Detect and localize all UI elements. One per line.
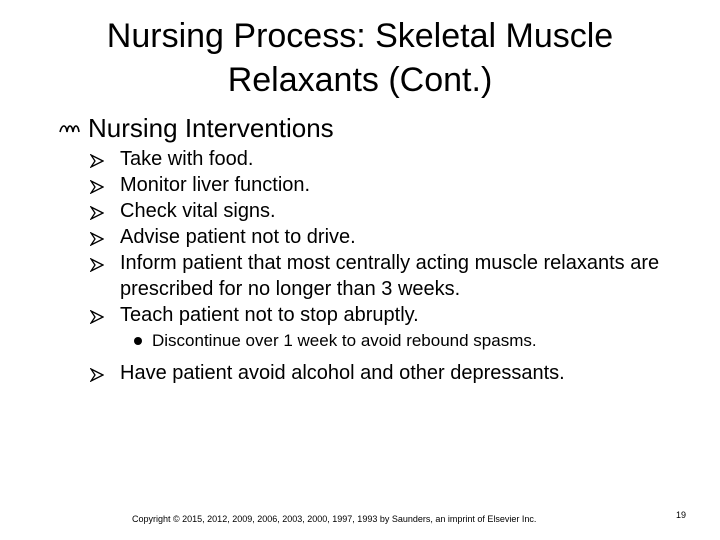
- list-item-text: Monitor liver function.: [120, 174, 311, 196]
- arrowhead-bullet-icon: [90, 258, 104, 272]
- slide-title-line-1: Nursing Process: Skeletal Muscle: [106, 17, 614, 55]
- sub-list-item: [74, 330, 714, 352]
- arrowhead-bullet-icon: [90, 206, 104, 220]
- swirl-bullet-icon: [58, 112, 86, 144]
- list-item-text: Take with food.: [120, 148, 254, 170]
- list-item: [74, 360, 714, 386]
- sub-list-item-text: Discontinue over 1 week to avoid rebound spasms.: [152, 331, 537, 350]
- list-item-text: Teach patient not to stop abruptly.: [120, 304, 419, 326]
- copyright-footer: Copyright © 2015, 2012, 2009, 2006, 2003, 2000, 1997, 1993 by Saunders, an imprint of Elsevier Inc.: [132, 514, 537, 524]
- arrowhead-bullet-icon: [90, 180, 104, 194]
- list-item: [74, 224, 714, 250]
- intervention-list: [74, 146, 714, 386]
- arrowhead-bullet-icon: [90, 154, 104, 168]
- list-item: [74, 172, 714, 198]
- arrowhead-bullet-icon: [90, 310, 104, 324]
- list-item-text: Have patient avoid alcohol and other depressants.: [120, 362, 565, 384]
- page-number: 19: [676, 510, 687, 520]
- section-heading: Nursing Interventions: [88, 113, 334, 143]
- list-item: [74, 146, 714, 172]
- slide-title-line-2: Relaxants (Cont.): [227, 61, 493, 99]
- list-item: [74, 250, 660, 302]
- list-item-text: Inform patient that most centrally acting muscle relaxants are prescribed for no longer than 3 weeks.: [120, 252, 660, 300]
- list-item-text: Advise patient not to drive.: [120, 226, 356, 248]
- list-item-text: Check vital signs.: [120, 200, 276, 222]
- arrowhead-bullet-icon: [90, 232, 104, 246]
- arrowhead-bullet-icon: [90, 368, 104, 382]
- list-item: [74, 302, 714, 328]
- list-item: [74, 198, 714, 224]
- slide-title: [60, 14, 660, 102]
- dot-bullet-icon: [134, 337, 142, 345]
